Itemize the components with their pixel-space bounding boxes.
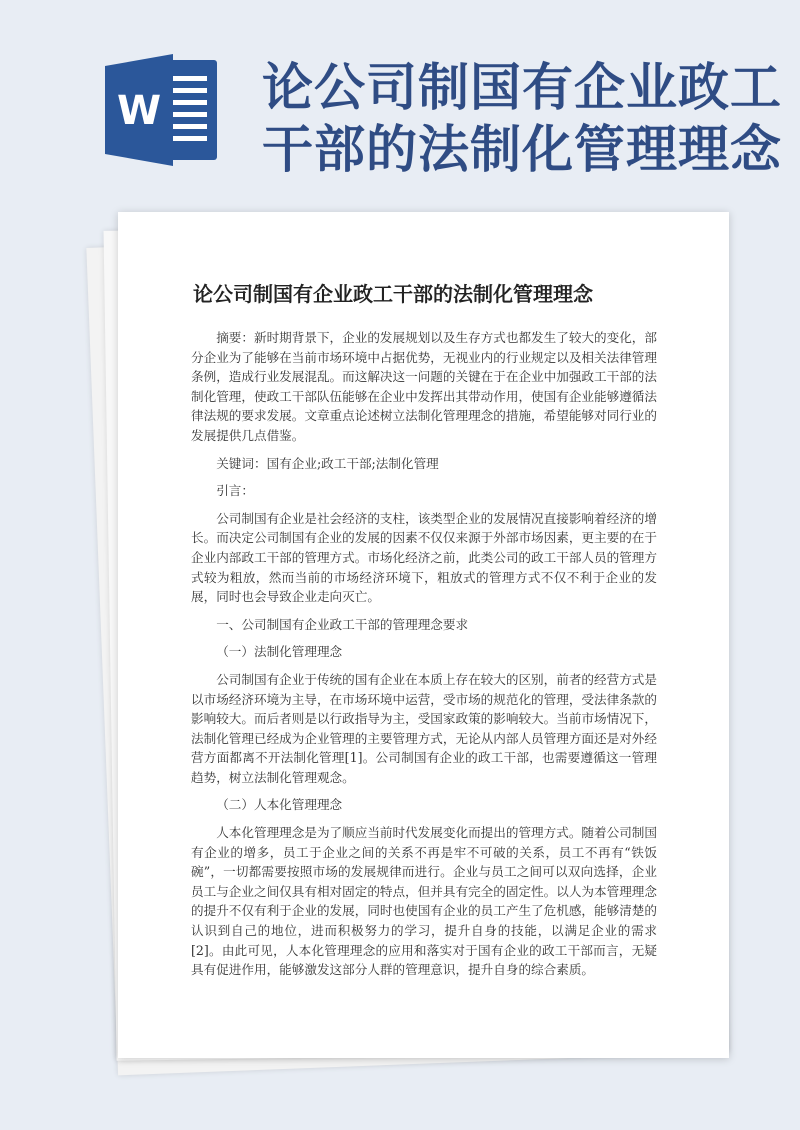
abstract-paragraph: 摘要：新时期背景下，企业的发展规划以及生存方式也都发生了较大的变化，部分企业为了能够在当前市场环境中占据优势，无视业内的行业规定以及相关法律管理条例，造成行业发展混乱。而这解决这一问题的关键在于在企业中加强政工干部的法制化管理，使政工干部队伍能够在企业中发挥出其带动作用，使国有企业能够遵循法律法规的要求发展。文章重点论述树立法制化管理理念的措施，希望能够对同行业的发展提供几点借鉴。	[191, 330, 657, 443]
word-document-icon	[103, 52, 221, 168]
logo-letter: W	[116, 88, 162, 134]
subsection-heading-2: （二）人本化管理理念	[216, 797, 343, 813]
intro-paragraph: 公司制国有企业是社会经济的支柱，该类型企业的发展情况直接影响着经济的增长。而决定公司制国有企业的发展的因素不仅仅来源于外部市场因素，更主要的在于企业内部政工干部的管理方式。市场化经济之前，此类公司的政工干部人员的管理方式较为粗放，然而当前的市场经济环境下，粗放式的管理方式不仅不利于企业的发展，同时也会导致企业走向灭亡。	[191, 510, 657, 605]
keywords-line: 关键词：国有企业;政工干部;法制化管理	[216, 455, 439, 471]
body-paragraph-1: 公司制国有企业于传统的国有企业在本质上存在较大的区别，前者的经营方式是以市场经济环境为主导，在市场环境中运营，受市场的规范化的管理，受法律条款的影响较大。而后者则是以行政指导为主，受国家政策的影响较大。当前市场情况下，法制化管理已经成为企业管理的主要管理方式，无论从内部人员管理方面还是对外经营方面都离不开法制化管理[1]。公司制国有企业的政工干部，也需要遵循这一管理趋势，树立法制化管理观念。	[191, 671, 657, 785]
page-header	[0, 0, 800, 200]
header-title	[262, 58, 782, 182]
subsection-heading-1: （一）法制化管理理念	[216, 644, 343, 660]
header-title-line1: 论公司制国有企业政工	[262, 59, 783, 118]
section-heading-1: 一、公司制国有企业政工干部的管理理念要求	[216, 616, 469, 632]
intro-label: 引言：	[216, 483, 254, 499]
document-page	[118, 212, 729, 1058]
document-title: 论公司制国有企业政工干部的法制化管理理念	[193, 282, 593, 306]
body-paragraph-2: 人本化管理理念是为了顺应当前时代发展变化而提出的管理方式。随着公司制国有企业的增多，员工于企业之间的关系不再是牢不可破的关系，员工不再有“铁饭碗”，一切都需要按照市场的发展规律而进行。企业与员工之间可以双向选择，企业员工与企业之间仅具有相对固定的特点，但并具有完全的固定性。以人为本管理理念的提升不仅有利于企业的发展，同时也使国有企业的员工产生了危机感，能够清楚的认识到自己的地位，进而积极努力的学习，提升自身的技能，以满足企业的需求[2]。由此可见，人本化管理理念的应用和落实对于国有企业的政工干部而言，无疑具有促进作用，能够激发这部分人群的管理意识，提升自身的综合素质。	[191, 825, 657, 978]
header-title-line2: 干部的法制化管理理念	[262, 121, 783, 180]
document-body	[191, 328, 657, 980]
